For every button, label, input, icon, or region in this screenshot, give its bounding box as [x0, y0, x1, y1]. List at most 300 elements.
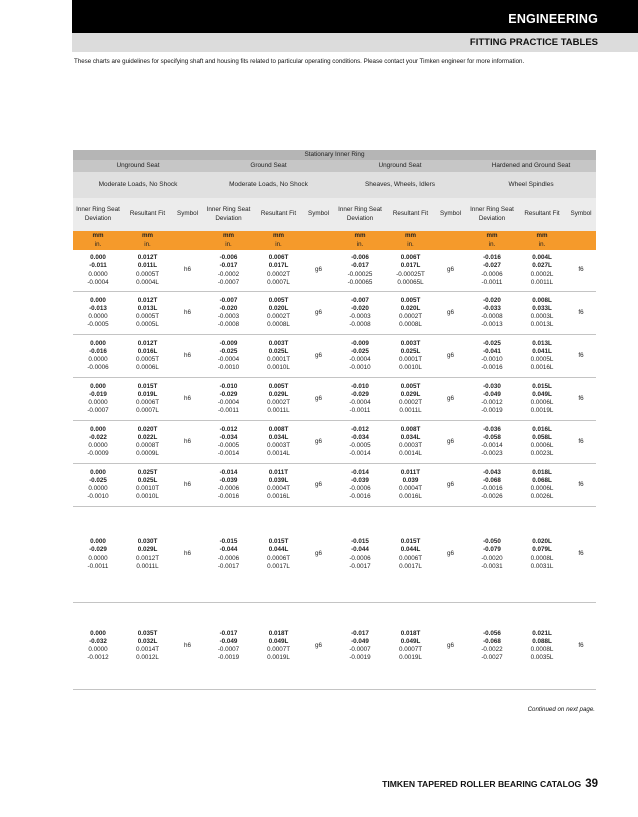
deviation-value: -0.016 [483, 254, 501, 262]
deviation-value: -0.0011 [481, 278, 503, 286]
deviation-value: -0.0019 [481, 407, 503, 415]
col-header-fit: Resultant Fit [386, 198, 435, 231]
deviation-value: -0.0012 [87, 654, 109, 662]
deviation-value: -0.0009 [87, 450, 109, 458]
units-cell [123, 231, 172, 250]
deviation-value: -0.015 [219, 538, 238, 546]
group-seat-2: Ground Seat [203, 160, 334, 172]
fitting-table [73, 150, 596, 690]
catalog-name: TIMKEN TAPERED ROLLER BEARING CATALOG [382, 779, 582, 789]
deviation-cell [466, 603, 518, 690]
deviation-value: -0.049 [351, 637, 369, 645]
group-condition-2: Moderate Loads, No Shock [203, 172, 334, 198]
deviation-values [87, 297, 108, 330]
deviation-value: -0.022 [89, 433, 107, 441]
deviation-value: 0.0000 [88, 442, 108, 449]
deviation-value: -0.0016 [481, 485, 503, 492]
deviation-values [87, 426, 108, 459]
fit-values [531, 383, 554, 416]
symbol-cell: f6 [566, 335, 596, 378]
fit-value: 0.004L [532, 254, 552, 262]
deviation-value: -0.011 [89, 262, 107, 270]
col-header-symbol: Symbol [566, 198, 596, 231]
fit-value: 0.049L [400, 637, 421, 645]
units-cell [254, 231, 303, 250]
deviation-cell [334, 378, 386, 421]
deviation-value: -0.0017 [349, 562, 371, 570]
fit-cell [254, 335, 303, 378]
deviation-value: -0.0004 [217, 399, 240, 406]
symbol-cell: g6 [303, 335, 334, 378]
fit-value: 0.029L [400, 390, 421, 398]
deviation-values [218, 383, 239, 416]
fit-value: 0.018T [400, 629, 421, 637]
fit-values [136, 426, 159, 459]
fit-values [136, 340, 159, 373]
symbol-cell: g6 [435, 378, 466, 421]
deviation-value: -0.0016 [481, 364, 503, 372]
deviation-cell [73, 378, 123, 421]
deviation-value: -0.0005 [217, 442, 240, 449]
deviation-value: -0.025 [219, 347, 238, 355]
fit-value: 0.044L [400, 546, 421, 554]
fit-cell [123, 335, 172, 378]
group-seat-4: Hardened and Ground Seat [466, 160, 596, 172]
fit-value: 0.0003L [530, 313, 554, 320]
deviation-value: -0.0006 [349, 485, 371, 492]
fit-value: 0.018T [268, 629, 289, 637]
fit-value: 0.0012T [135, 554, 160, 562]
deviation-value: -0.0027 [481, 654, 503, 662]
fit-cell [254, 292, 303, 335]
fit-value: 0.021L [532, 629, 552, 637]
fit-value: 0.013L [532, 339, 552, 347]
symbol-cell: h6 [172, 335, 203, 378]
deviation-value: 0.0000 [88, 646, 108, 653]
symbol-cell: h6 [172, 603, 203, 690]
deviation-values [87, 254, 108, 287]
deviation-value: -0.029 [219, 390, 238, 398]
deviation-value: -0.0005 [87, 321, 109, 329]
fit-value: 0.0002T [398, 313, 423, 320]
col-header-deviation: Inner Ring Seat Deviation [203, 198, 254, 231]
deviation-value: -0.050 [483, 538, 501, 546]
deviation-cell [334, 250, 386, 292]
deviation-value: -0.020 [219, 304, 238, 312]
deviation-value: -0.017 [351, 262, 369, 270]
deviation-value: 0.000 [90, 425, 106, 433]
unit-mm: mm [536, 231, 548, 239]
deviation-value: -0.030 [483, 382, 501, 390]
fit-cell [254, 378, 303, 421]
col-header-fit: Resultant Fit [254, 198, 303, 231]
deviation-cell [73, 421, 123, 464]
deviation-value: -0.0012 [481, 399, 503, 406]
fit-values [531, 426, 554, 459]
deviation-value: -0.017 [219, 262, 238, 270]
fit-value: 0.005T [400, 296, 421, 304]
symbol-cell: g6 [303, 464, 334, 507]
fit-value: 0.044L [268, 546, 289, 554]
section-header-bar [72, 0, 638, 33]
deviation-cell [466, 464, 518, 507]
deviation-value: -0.0010 [481, 356, 503, 363]
deviation-value: -0.0017 [217, 562, 240, 570]
fit-value: 0.0016L [267, 493, 290, 501]
fit-values [267, 630, 290, 663]
deviation-value: -0.039 [219, 476, 238, 484]
fit-values [399, 297, 422, 330]
fit-value: 0.017L [268, 262, 289, 270]
deviation-values [87, 469, 108, 502]
table-row [73, 378, 596, 421]
fit-value: 0.0026L [530, 493, 554, 501]
deviation-cell [203, 335, 254, 378]
fit-value: 0.0006L [530, 399, 554, 406]
fit-value: 0.0001T [266, 356, 291, 363]
deviation-value: -0.027 [483, 262, 501, 270]
deviation-value: -0.0004 [349, 356, 371, 363]
symbol-cell: g6 [435, 603, 466, 690]
fit-cell [254, 464, 303, 507]
fit-value: 0.0005T [135, 356, 160, 363]
fit-value: 0.015T [137, 382, 158, 390]
table-row [73, 335, 596, 378]
fit-value: 0.020L [532, 538, 552, 546]
fit-value: 0.034L [268, 433, 289, 441]
fit-values [531, 340, 554, 373]
symbol-cell: f6 [566, 292, 596, 335]
symbol-cell: g6 [435, 421, 466, 464]
table-row [73, 250, 596, 292]
fit-cell [518, 507, 566, 603]
deviation-values [218, 340, 239, 373]
deviation-value: -0.0006 [87, 364, 109, 372]
deviation-value: -0.0006 [481, 270, 503, 278]
deviation-value: -0.0003 [217, 313, 240, 320]
deviation-value: -0.032 [89, 637, 107, 645]
fit-value: 0.030T [137, 538, 158, 546]
fit-value: 0.006T [268, 254, 289, 262]
symbol-cell: g6 [435, 250, 466, 292]
deviation-value: -0.00025 [347, 270, 373, 278]
unit-mm: mm [486, 231, 498, 239]
table-row [73, 603, 596, 690]
deviation-values [481, 469, 502, 502]
unit-in: in. [488, 240, 496, 248]
deviation-value: 0.000 [90, 296, 106, 304]
fit-values [531, 254, 554, 287]
group-condition-3: Sheaves, Wheels, Idlers [334, 172, 466, 198]
fit-value: 0.0008L [530, 646, 554, 653]
deviation-cell [203, 464, 254, 507]
deviation-values [218, 538, 239, 571]
fit-value: 0.0007L [267, 278, 290, 286]
symbol-cell: g6 [303, 292, 334, 335]
table-row [73, 292, 596, 335]
deviation-value: -0.009 [219, 339, 238, 347]
deviation-value: 0.000 [90, 382, 106, 390]
deviation-value: 0.000 [90, 254, 106, 262]
fit-value: 0.058L [532, 433, 552, 441]
units-cell [518, 231, 566, 250]
deviation-value: -0.0019 [349, 654, 371, 662]
units-cell [466, 231, 518, 250]
fit-value: 0.0013L [530, 321, 554, 329]
deviation-value: -0.025 [89, 476, 107, 484]
fit-values [136, 469, 159, 502]
deviation-values [87, 340, 108, 373]
units-cell-empty [303, 231, 334, 250]
fit-value: 0.0014T [135, 646, 160, 653]
fit-value: 0.019L [137, 390, 158, 398]
fit-values [396, 254, 425, 287]
continued-note: Continued on next page. [527, 706, 595, 713]
deviation-cell [203, 292, 254, 335]
fit-value: 0.018L [532, 468, 552, 476]
fit-cell [518, 335, 566, 378]
symbol-cell: g6 [303, 378, 334, 421]
deviation-value: -0.017 [351, 629, 369, 637]
fit-value: 0.0006T [135, 399, 160, 406]
unit-mm: mm [141, 231, 153, 239]
col-header-fit: Resultant Fit [518, 198, 566, 231]
deviation-value: -0.049 [219, 637, 238, 645]
fit-value: 0.0003T [266, 442, 291, 449]
deviation-cell [466, 250, 518, 292]
deviation-value: -0.014 [351, 468, 369, 476]
fit-values [399, 630, 422, 663]
fit-value: 0.0002T [266, 270, 291, 278]
fit-cell [123, 507, 172, 603]
fit-cell [123, 603, 172, 690]
fit-value: 0.003T [268, 339, 289, 347]
fit-value: 0.012T [137, 339, 158, 347]
deviation-cell [203, 421, 254, 464]
deviation-value: 0.0000 [88, 554, 108, 562]
fit-value: 0.0005L [136, 321, 159, 329]
deviation-value: 0.0000 [88, 270, 108, 278]
deviation-value: -0.019 [89, 390, 107, 398]
deviation-value: -0.0008 [349, 321, 371, 329]
fit-value: 0.0023L [530, 450, 554, 458]
fit-values [267, 254, 290, 287]
deviation-value: -0.012 [351, 425, 369, 433]
unit-mm: mm [404, 231, 416, 239]
fit-value: 0.027L [532, 262, 552, 270]
units-cell [73, 231, 123, 250]
fit-value: 0.005T [400, 382, 421, 390]
fit-cell [123, 378, 172, 421]
fit-value: 0.025L [137, 476, 158, 484]
deviation-value: 0.0000 [88, 485, 108, 492]
deviation-value: -0.068 [483, 476, 501, 484]
deviation-value: -0.056 [483, 629, 501, 637]
fit-value: 0.0002T [398, 399, 423, 406]
deviation-value: -0.041 [483, 347, 501, 355]
symbol-cell: h6 [172, 507, 203, 603]
deviation-value: -0.044 [351, 546, 369, 554]
deviation-values [481, 426, 502, 459]
deviation-value: -0.012 [219, 425, 238, 433]
symbol-cell: f6 [566, 378, 596, 421]
deviation-cell [203, 250, 254, 292]
symbol-cell: h6 [172, 378, 203, 421]
fit-cell [386, 250, 435, 292]
deviation-values [218, 254, 239, 287]
fit-value: 0.013L [137, 304, 158, 312]
fit-value: 0.00065L [397, 278, 424, 286]
fit-value: 0.008T [400, 425, 421, 433]
fit-values [531, 297, 554, 330]
deviation-value: -0.006 [219, 254, 238, 262]
deviation-value: -0.043 [483, 468, 501, 476]
deviation-cell [73, 335, 123, 378]
fit-value: 0.0006T [266, 554, 291, 562]
fit-value: 0.0002L [530, 270, 554, 278]
symbol-cell: h6 [172, 421, 203, 464]
deviation-values [348, 254, 373, 287]
deviation-value: -0.0007 [349, 646, 371, 653]
fit-value: 0.011T [400, 468, 421, 476]
units-cell [386, 231, 435, 250]
fit-cell [254, 507, 303, 603]
symbol-cell: g6 [435, 507, 466, 603]
deviation-value: -0.006 [351, 254, 369, 262]
fit-values [267, 340, 290, 373]
unit-mm: mm [92, 231, 104, 239]
deviation-value: -0.0004 [87, 278, 109, 286]
fit-value: 0.0019L [530, 407, 554, 415]
fit-value: 0.015T [268, 538, 289, 546]
fit-values [399, 340, 422, 373]
fit-value: 0.0005L [530, 356, 554, 363]
fit-value: 0.020T [137, 425, 158, 433]
unit-in: in. [356, 240, 364, 248]
deviation-value: -0.029 [351, 390, 369, 398]
deviation-value: -0.00065 [347, 278, 373, 286]
fit-value: 0.0009L [136, 450, 159, 458]
subsection-header-bar [72, 33, 638, 52]
deviation-cell [334, 507, 386, 603]
fit-cell [254, 603, 303, 690]
col-header-symbol: Symbol [303, 198, 334, 231]
fit-value: 0.0008T [135, 442, 160, 449]
deviation-cell [73, 603, 123, 690]
deviation-value: -0.0003 [349, 313, 371, 320]
units-cell [334, 231, 386, 250]
deviation-value: -0.079 [483, 546, 501, 554]
fit-value: 0.0002T [266, 313, 291, 320]
symbol-cell: f6 [566, 603, 596, 690]
fit-value: 0.079L [532, 546, 552, 554]
fit-cell [123, 464, 172, 507]
deviation-cell [466, 292, 518, 335]
fit-value: 0.0007T [266, 646, 291, 653]
deviation-value: -0.068 [483, 637, 501, 645]
symbol-cell: g6 [303, 603, 334, 690]
fit-value: 0.0011L [530, 278, 554, 286]
deviation-value: -0.034 [219, 433, 238, 441]
fit-value: 0.0006L [530, 442, 554, 449]
deviation-value: -0.0023 [481, 450, 503, 458]
fit-cell [386, 421, 435, 464]
deviation-value: -0.0006 [349, 554, 371, 562]
unit-mm: mm [272, 231, 284, 239]
fit-value: 0.005T [268, 382, 289, 390]
fit-cell [518, 250, 566, 292]
fit-cell [254, 250, 303, 292]
deviation-value: -0.0010 [217, 364, 240, 372]
fit-value: 0.011T [268, 468, 289, 476]
table-row [73, 507, 596, 603]
deviation-value: -0.0006 [217, 554, 240, 562]
fit-values [399, 383, 422, 416]
fit-value: 0.0008L [399, 321, 422, 329]
deviation-cell [203, 603, 254, 690]
col-header-symbol: Symbol [172, 198, 203, 231]
fit-value: 0.0007T [398, 646, 423, 653]
subsection-title: FITTING PRACTICE TABLES [469, 37, 598, 48]
deviation-value: -0.013 [89, 304, 107, 312]
col-header-deviation: Inner Ring Seat Deviation [334, 198, 386, 231]
deviation-value: 0.000 [90, 629, 106, 637]
fit-cell [386, 335, 435, 378]
deviation-value: -0.044 [219, 546, 238, 554]
fit-cell [254, 421, 303, 464]
fit-value: 0.0006L [530, 485, 554, 492]
deviation-values [349, 383, 370, 416]
fit-cell [518, 421, 566, 464]
fit-value: 0.0019L [267, 654, 290, 662]
fitting-table-wrapper [73, 150, 596, 690]
deviation-values [218, 426, 239, 459]
unit-in: in. [538, 240, 546, 248]
fit-value: 0.0005T [135, 313, 160, 320]
deviation-value: -0.025 [351, 347, 369, 355]
symbol-cell: g6 [435, 464, 466, 507]
fit-value: 0.0007L [136, 407, 159, 415]
deviation-values [349, 630, 370, 663]
unit-in: in. [94, 240, 102, 248]
fit-value: 0.039 [402, 476, 419, 484]
deviation-value: -0.036 [483, 425, 501, 433]
fit-cell [123, 292, 172, 335]
fit-values [267, 469, 290, 502]
symbol-cell: g6 [303, 421, 334, 464]
fit-value: 0.039L [268, 476, 289, 484]
deviation-value: 0.000 [90, 468, 106, 476]
deviation-value: 0.000 [90, 538, 106, 546]
fit-cell [386, 603, 435, 690]
deviation-value: 0.0000 [88, 356, 108, 363]
unit-mm: mm [222, 231, 234, 239]
units-cell-empty [435, 231, 466, 250]
deviation-value: -0.014 [219, 468, 238, 476]
fit-values [399, 469, 422, 502]
deviation-cell [466, 507, 518, 603]
fit-value: 0.0006L [136, 364, 159, 372]
fit-value: 0.0004L [136, 278, 159, 286]
fit-value: 0.020L [400, 304, 421, 312]
fit-cell [518, 464, 566, 507]
deviation-values [481, 538, 502, 571]
fit-value: 0.0031L [530, 562, 554, 570]
fit-value: 0.016L [137, 347, 158, 355]
fit-value: 0.033L [532, 304, 552, 312]
fit-value: 0.0011L [399, 407, 422, 415]
deviation-value: -0.017 [219, 629, 238, 637]
